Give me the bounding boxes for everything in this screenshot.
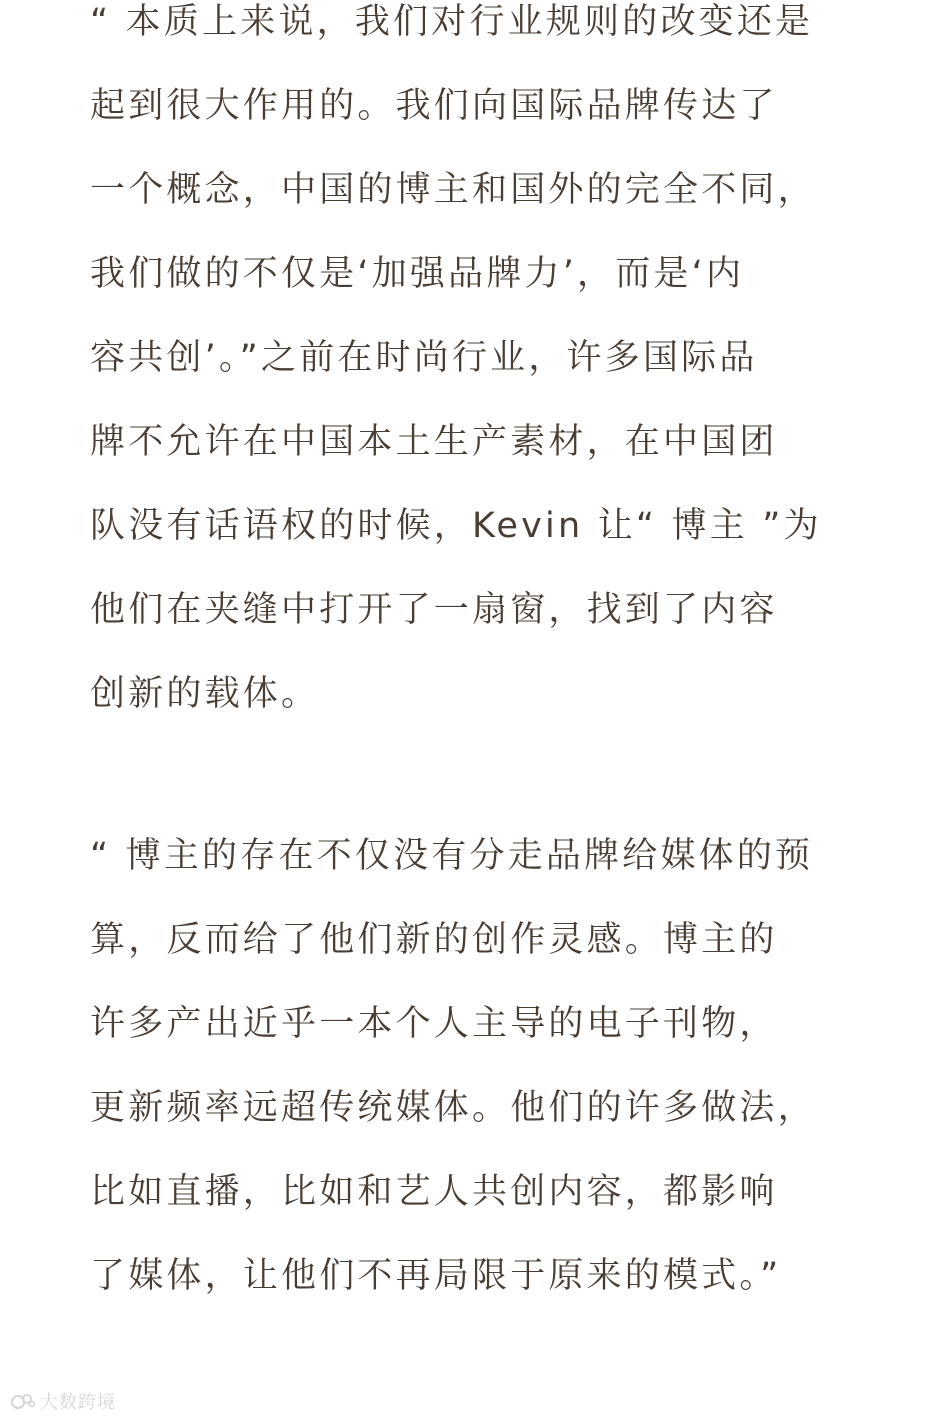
text-line: 队没有话语权的时候，Kevin 让“ 博主 ”为: [90, 506, 822, 546]
text-line: “ 博主的存在不仅没有分走品牌给媒体的预: [90, 836, 814, 876]
text-line: 牌不允许在中国本土生产素材，在中国团: [90, 422, 778, 462]
text-line: 更新频率远超传统媒体。他们的许多做法，: [90, 1088, 816, 1128]
text-line: 创新的载体。: [90, 674, 320, 714]
paragraph-2: [90, 814, 816, 1318]
text-line: “ 本质上来说，我们对行业规则的改变还是: [90, 2, 814, 42]
text-line: 了媒体，让他们不再局限于原来的模式。”: [90, 1256, 782, 1296]
text-line: 起到很大作用的。我们向国际品牌传达了: [90, 86, 778, 126]
text-line: 我们做的不仅是‘加强品牌力’，而是‘内: [90, 254, 745, 294]
logo-icon: [10, 1390, 36, 1412]
text-line: 一个概念，中国的博主和国外的完全不同，: [90, 170, 816, 210]
text-line: 他们在夹缝中打开了一扇窗，找到了内容: [90, 590, 778, 630]
text-line: 算，反而给了他们新的创作灵感。博主的: [90, 920, 778, 960]
watermark-text: 大数跨境: [40, 1392, 116, 1413]
watermark: [10, 1388, 116, 1414]
paragraph-1: [90, 0, 822, 736]
text-line: 比如直播，比如和艺人共创内容，都影响: [90, 1172, 778, 1212]
text-line: 容共创’。”之前在时尚行业，许多国际品: [90, 338, 758, 378]
text-line: 许多产出近乎一本个人主导的电子刊物，: [90, 1004, 778, 1044]
